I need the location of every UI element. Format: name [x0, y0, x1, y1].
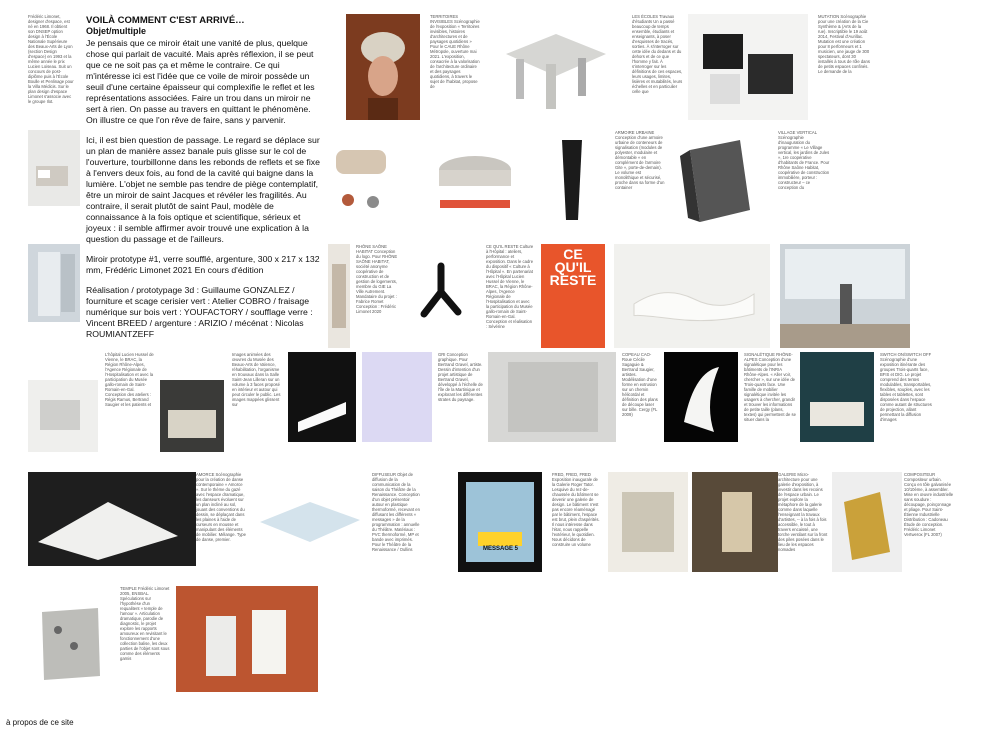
diffuseur-label: MESSAGE 5: [483, 546, 519, 552]
caption-temple: TEMPLE Frédéric Limonet 2005, ENSBAL. Spéculations sur l'hypothèse d'un requalitent « temple de l'amour ». Articulation dramatique, parodie de diagnostic, le projet explore les rapports amoureux en revisitant le fonctionnement d'une collection balise, les deux parties de l'objet sont sous comme des éléments garnis: [120, 586, 170, 661]
thumb-containers[interactable]: [430, 140, 520, 230]
caption-diffuseur: DIFFUSEUR Objet de diffusion de la communication de la saison du Théâtre de la Renaissance. Conception d'un objet présentoir autour en plastique thermoformé, recevant en diffusant les différents « messages » de la programmation : annuelle du Théâtre. Matériaux : PVC thermoformé, MP et bande avec imprimés. Pour le Théâtre de la Renaissance / Oullins: [372, 472, 420, 552]
caption-armoire: ARMOIRE URBAINE Conception d'une armoire urbaine de conteneurs de signalisation (modules de polyester, modulaire et démontable « en complément de l'armoire Gite », porte-de-demain). Le volume est monolithique et sécurisé, proche dans sa forme d'un container: [615, 130, 665, 190]
caption-galerie: GALERIE Micro-architecture pour une galerie d'exposition, à investir dans les recoins de l'espace urbain. Le projet explore la métaphore de la galerie comme dans laquelle l'enseignant la travaux d'artistes, -- à la fois à fois accessible, le tout à travers encaissé, une torche ventilant sur la front des piles posées dans le lieu de les espaces nomades: [778, 472, 828, 552]
caption-territoires: TERRITOIRES INVISIBLES Scénographie de l'exposition « Territoires invisibles, histoires d'architectures et de paysages quotidiens » Pour le CAUE Rhône Métropole, ouverture mai 2021. L'exposition, consacrée à la valorisation de l'architecture ordinaire et des paysages quotidiens, à travers le sujet de l'habitat, propose de: [430, 14, 480, 89]
caption-compositeur: COMPOSITEUR Compositeur urbain. Conçu en tôle galvanisée 10/10ème, à assembler. Mise en œuvre industrielle sans soudure : découpage, poinçonnage et pliage. Pour Saint-Étienne Industrielle Distribution : Cadoneau Étude de conception. Frédéric Limonet Vertwerox (FL 2007): [904, 472, 954, 537]
thumb-fabrication[interactable]: [328, 140, 398, 230]
thumb-sketch-1[interactable]: [28, 380, 98, 452]
caption-images: Images animées des œuvres du Musée des Beaux-Arts de Valence, réhabilitation, l'organisme en trouvaux dans la Salle Saint-Jean Lilleran sur un volume à 3 faces proposé en intérieur et autour qui peut circuler le public. Les images mappées glissent sur: [232, 352, 281, 407]
thumb-gray-block[interactable]: [488, 352, 616, 442]
thumb-armoire[interactable]: [670, 130, 760, 232]
article-paragraph-4: Réalisation / prototypage 3d : Guillaume GONZALEZ / fourniture et scage cerisier vert : Atelier COBRO / fraisage numérique sur bois vert : YOUFACTORY / soufflage verre : Vincent BREED / argenture : ARIZIO / mécénat : Nicolas ROUMIANTZEFF: [86, 285, 313, 339]
thumb-projection[interactable]: [288, 352, 356, 442]
article-title: VOILÀ COMMENT C'EST ARRIVÉ…: [86, 15, 245, 26]
thumb-shelf[interactable]: [28, 130, 80, 206]
caption-village: VILLAGE VERTICAL Scénographie d'inauguration du programme « Le Village vertical, les jardins de Jules », 1re coopérative d'habitants de France. Pour Rhône Saône Habitat, coopérative de construction immobilière, porteur : constructeur – ce conception du: [778, 130, 830, 190]
caption-amorce: AMORCE Scénographie pour la création de danse contemporaine « Amorce ». Sur le thème du gazé avec l'espace dramatique, les danseurs évoluent sur un plan incliné au sol, jouant des conventions du dessin, se déplaçant dans les plaines à l'aide de curseurs en mousse et manipulant des éléments de mobilier. Mélange. Type de danse, premier.: [196, 472, 246, 542]
thumb-exhibition-hall[interactable]: [780, 244, 910, 348]
thumb-signaletique[interactable]: [800, 352, 874, 442]
article: [86, 15, 322, 349]
caption-gri: GRI Conception graphique. Pour Bertrand Gravel, artiste. Dessin d'intention d'un projet artistique de Bertrand Gravel, développé à l'échelle de l'île de la Martinique et explorant les différentes strates du paysage.: [438, 352, 483, 402]
thumb-rhone-logo[interactable]: [328, 244, 350, 348]
article-paragraph-2: Ici, il est bien question de passage. Le regard se déplace sur un plan de manière assez banale puis glisse sur le col de l'ouverture, tourbillonne dans les rebonds de reflets et se fixe à l'envers deux fois, au fond de la cavité qui baigne dans la lumière. L'objet ne semble pas tendre de piège contemplatif, être un miroir de saint Jacques et révéler les fragilités. Au contraire, il serait plutôt de saint Paul, modèle de connaissance à la fois optique et scientifique, sérieux et joyeux : il semble affirmer avoir trouvé une explication à la question du passage et de l'ailleurs.: [86, 135, 320, 244]
caption-rhone: RHÔNE SAÔNE HABITAT Conception du logo. Pour RHÔNE SAÔNE HABITAT, société anonyme coopérative de construction et de gestion de logements, membre du GIE La Ville Autrement. Mandataire du projet : Fabrice Romet Conception : Frédéric Limonet 2020: [356, 244, 398, 314]
caption-cotes: L'hôpital Lucien Hussel de Vienne, le BRAC, la Région Rhône-Alpes, l'Agence Régionale de l'Hospitalisation et avec la participation du Musée gallo-romain de Saint-Romain-en-Gal. Conception des ateliers : Régis Ramus, Bertrand Saugier et les patients et: [105, 352, 154, 407]
thumb-maquette-territoires[interactable]: [486, 14, 620, 120]
thumb-door[interactable]: [28, 244, 80, 322]
thumb-portrait[interactable]: [346, 14, 420, 120]
caption-switch: SWITCH ON/SWITCH OFF Scénographie d'une exposition itinérante des groupes Trois-quarts face, BFIS et DIG. Le projet comprend des tentes modulables, transportables, flexibles, souples, avec les tables et tablettes, sont disposées dans l'espace comme autant de structures de projection, allant permettant la diffusion d'images: [880, 352, 932, 422]
thumb-fred[interactable]: [608, 472, 688, 572]
thumb-sketch-2[interactable]: [160, 380, 224, 452]
thumb-copeau[interactable]: [664, 352, 738, 442]
caption-fred: FRED, FRED, FRED Exposition inaugurale de la Galerie Roger Tator. Lesquive du rez-de-chaussée du bâtiment se devenir une galerie de design. Le bâtiment n'est pas encore réaménagé par le bâtiment, l'espace est brut, plein d'aspérités. Il nous intéresse dans l'état, nous rappelle l'extérieur, le quotidien. Nous décidons de construire un volume: [552, 472, 600, 547]
thumb-maquette-ecoles[interactable]: [688, 14, 808, 120]
thumb-temple[interactable]: [176, 586, 318, 692]
thumb-signe[interactable]: [404, 244, 478, 348]
thumb-plan-incline[interactable]: [250, 472, 368, 566]
caption-signaletique: SIGNALÉTIQUE RHÔNE-ALPES Conception d'une signalétique pour les bâtiments de l'INRIA Rhône-Alpes. « Aller voir, chercher », sur une idée de Trois-quarts face. Une famille de mobilier signalétique invitée les usagers à chercher, grandir et trouver les informations de petite taille (plans, textes) qui permettent de se situer dans la: [744, 352, 796, 422]
thumb-vase[interactable]: [534, 130, 610, 232]
caption-mutation: MUTATION Scénographie pour une création de la Cie Synthème & (Arts de la rue). Inscriptible le 19 août 2014, Festival d'Aurillac. Mutation est une création pour 8 performeurs et 1 musicien, une jauge de 300 spectateurs, dont 30 installés à tous de rôle dans de petits espaces confinés. Le demande de la: [818, 14, 870, 74]
poster-title: CE QU'IL RESTE: [549, 246, 597, 288]
article-subtitle: Objet/multiple: [86, 26, 147, 36]
thumb-fossil[interactable]: [614, 244, 770, 348]
thumb-compositeur[interactable]: [832, 472, 902, 572]
caption-intro: Frédéric Limonet, designer d'espace, est né en 1968. Il obtient son DNSEP option design à l'École Nationale Supérieure des Beaux-Arts de Lyon (section Design d'espace) en 1993 et la même année le prix Lucien Loiseau. Suit un concours de post-diplôme puis à l'École Boulle et Penlinage pour la Villa Médicis. Sur le plan design d'espace Limonet s'associe avec le groupe Ilot.: [28, 14, 74, 104]
poster-ce-qu-il-reste[interactable]: [541, 244, 605, 348]
caption-copeau: COPEAU CAO-Roue Cécile Sagaguie & Bertrand Saugier, artistes. Modélisation d'une forme en extrusion sur un chemin hélicoïdal et définition des plans de découpe laser sur bille. Cergy (FL 2009): [622, 352, 658, 417]
thumb-galerie-interior[interactable]: [692, 472, 778, 572]
caption-reste: CE QU'IL RESTE Culture à l'Hôpital : ateliers, performance et exposition. Dans le cadre du dispositif « Culture à l'Hôpital ». En partenariat avec l'Hôpital Lucien Hussel de Vienne, le BRAC, la Région Rhône-Alpes, l'Agence Régionale de l'Hospitalisation et avec la participation du Musée gallo-romain de Saint-Romain-en-Gal. Conception et réalisation : Sévérine: [486, 244, 534, 329]
article-paragraph-1: Je pensais que ce miroir était une vanité de plus, quelque chose qui parlait de vacuité. Mais après réflexion, il se peut que ce ne soit pas ça et même le contraire. Ce qui m'intéresse ici est l'idée que ce voile de miroir possède un seuil d'une certaine épaisseur qui complexifie le reflet et les représentations associées. Faire un trou dans un miroir ne sert à rien. On passe au travers en quittant le phénomène. On illustre ce que l'on rêve de faire, sans y parvenir.: [86, 38, 315, 125]
thumb-box[interactable]: [28, 586, 114, 692]
thumb-amorce[interactable]: [28, 472, 196, 566]
article-paragraph-3: Miroir prototype #1, verre soufflé, argenture, 300 x 217 x 132 mm, Frédéric Limonet 2021 En cours d'édition: [86, 254, 320, 275]
caption-ecoles: LES ÉCOLES Travaux d'étudiants Un a passé beaucoup de temps ensemble, étudiants et enseignants, à poser d'esquisses de tracés, sorties. À s'interroger sur cette idée du dedans et du dehors et de ce que l'homme y fait. À s'interroger sur les définitions de ces espaces, leurs usages, limites, lisières et mutabilités, leurs échelles et en particulier celle que: [632, 14, 683, 94]
thumb-diffuseur[interactable]: [458, 472, 542, 572]
thumb-gri-pattern[interactable]: [362, 352, 432, 442]
about-link[interactable]: à propos de ce site: [6, 718, 74, 727]
